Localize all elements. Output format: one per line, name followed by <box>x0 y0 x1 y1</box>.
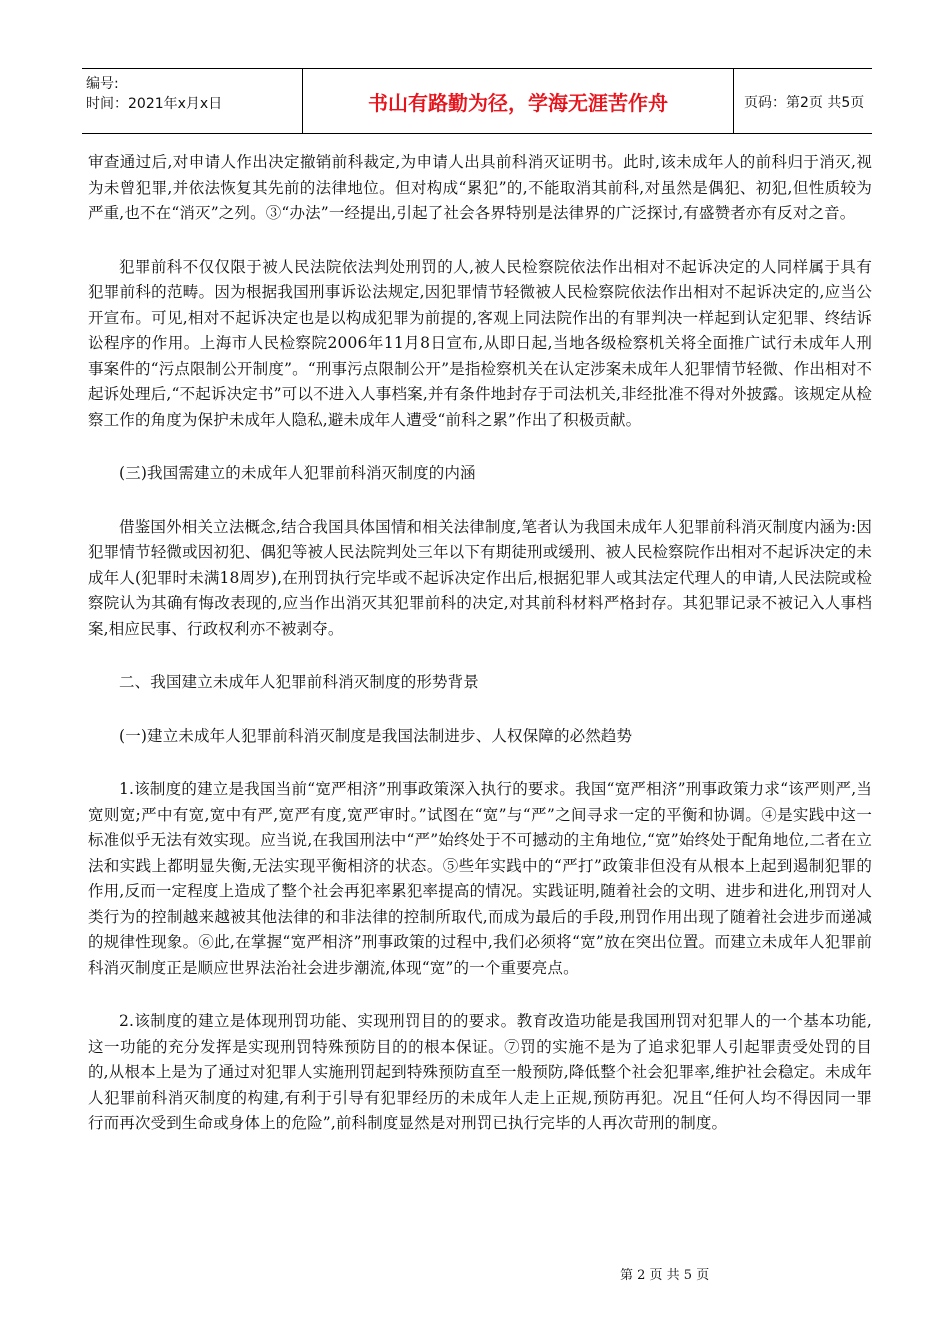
body-paragraph: 借鉴国外相关立法概念,结合我国具体国情和相关法律制度,笔者认为我国未成年人犯罪前科消灭制度内涵为:因犯罪情节轻微或因初犯、偶犯等被人民法院判处三年以下有期徒刑或缓刑、被人民检察院作出相对不起诉决定的未成年人(犯罪时未满18周岁),在刑罚执行完毕或不起诉决定作出后,根据犯罪人或其法定代理人的申请,人民法院或检察院认为其确有悔改表现的,应当作出消灭其犯罪前科的决定,对其前科材料严格封存。其犯罪记录不被记入人事档案,相应民事、行政权利亦不被剥夺。 <box>88 517 872 638</box>
body-paragraph: 1.该制度的建立是我国当前“宽严相济”刑事政策深入执行的要求。我国“宽严相济”刑事政策力求“该严则严,当宽则宽;严中有宽,宽中有严,宽严有度,宽严审时。”试图在“宽”与“严”之间寻求一定的平衡和协调。④是实践中这一标准似乎无法有效实现。应当说,在我国刑法中“严”始终处于不可撼动的主角地位,“宽”始终处于配角地位,二者在立法和实践上都明显失衡,无法实现平衡相济的状态。⑤些年实践中的“严打”政策非但没有从根本上起到遏制犯罪的作用,反而一定程度上造成了整个社会再犯率累犯率提高的情况。实践证明,随着社会的文明、进步和进化,刑罚对人类行为的控制越来越被其他法律的和非法律的控制所取代,而成为最后的手段,刑罚作用出现了随着社会进步而递减的规律性现象。⑥此,在掌握“宽严相济”刑事政策的过程中,我们必须将“宽”放在突出位置。而建立未成年人犯罪前科消灭制度正是顺应世界法治社会进步潮流,体现“宽”的一个重要亮点。 <box>88 780 872 977</box>
body-paragraph: 2.该制度的建立是体现刑罚功能、实现刑罚目的的要求。教育改造功能是我国刑罚对犯罪人的一个基本功能,这一功能的充分发挥是实现刑罚特殊预防目的的根本保证。⑦罚的实施不是为了追求犯罪人引起罪责受处罚的目的,从根本上是为了通过对犯罪人实施刑罚起到特殊预防直至一般预防,降低整个社会犯罪率,维护社会稳定。未成年人犯罪前科消灭制度的构建,有利于引导有犯罪经历的未成年人走上正规,预防再犯。况且“任何人均不得因同一罪行而再次受到生命或身体上的危险”,前科制度显然是对刑罚已执行完毕的人再次苛刑的制度。 <box>88 1012 872 1132</box>
header-motto: 书山有路勤为径，学海无涯苦作舟 <box>368 90 668 115</box>
header-page-label: 页码：第2页 共5页 <box>744 95 865 111</box>
document-time-label: 时间：2021年x月x日 <box>86 96 223 112</box>
header-left <box>86 74 291 114</box>
header-bottom-rule <box>82 133 872 134</box>
header-motto-cell <box>302 68 734 134</box>
body-paragraph: 审查通过后,对申请人作出决定撤销前科裁定,为申请人出具前科消灭证明书。此时,该未成年人的前科归于消灭,视为未曾犯罪,并依法恢复其先前的法律地位。但对构成“累犯”的,不能取消其前科,对虽然是偶犯、初犯,但性质较为严重,也不在“消灭”之列。③“办法”一经提出,引起了社会各界特别是法律界的广泛探讨,有盛赞者亦有反对之音。 <box>88 153 872 222</box>
section-heading: (三)我国需建立的未成年人犯罪前科消灭制度的内涵 <box>119 464 476 482</box>
section-heading: (一)建立未成年人犯罪前科消灭制度是我国法制进步、人权保障的必然趋势 <box>119 726 633 745</box>
document-body <box>88 150 872 1137</box>
section-heading: 二、我国建立未成年人犯罪前科消灭制度的形势背景 <box>119 673 479 691</box>
page-header <box>82 68 872 134</box>
document-number-label: 编号: <box>86 76 119 92</box>
body-paragraph: 犯罪前科不仅仅限于被人民法院依法判处刑罚的人,被人民检察院依法作出相对不起诉决定的人同样属于具有犯罪前科的范畴。因为根据我国刑事诉讼法规定,因犯罪情节轻微被人民检察院依法作出相对不起诉决定的,应当公开宣布。可见,相对不起诉决定也是以构成犯罪为前提的,客观上同法院作出的有罪判决一样起到认定犯罪、终结诉讼程序的作用。上海市人民检察院2006年11月8日宣布,从即日起,当地各级检察机关将全面推广试行未成年人刑事案件的“污点限制公开制度”。“刑事污点限制公开”是指检察机关在认定涉案未成年人犯罪情节轻微、作出相对不起诉处理后,“不起诉决定书”可以不进入人事档案,并有条件地封存于司法机关,非经批准不得对外披露。该规定从检察工作的角度为保护未成年人隐私,避未成年人遭受“前科之累”作出了积极贡献。 <box>88 257 872 429</box>
page-footer: 第 2 页 共 5 页 <box>620 1268 710 1283</box>
